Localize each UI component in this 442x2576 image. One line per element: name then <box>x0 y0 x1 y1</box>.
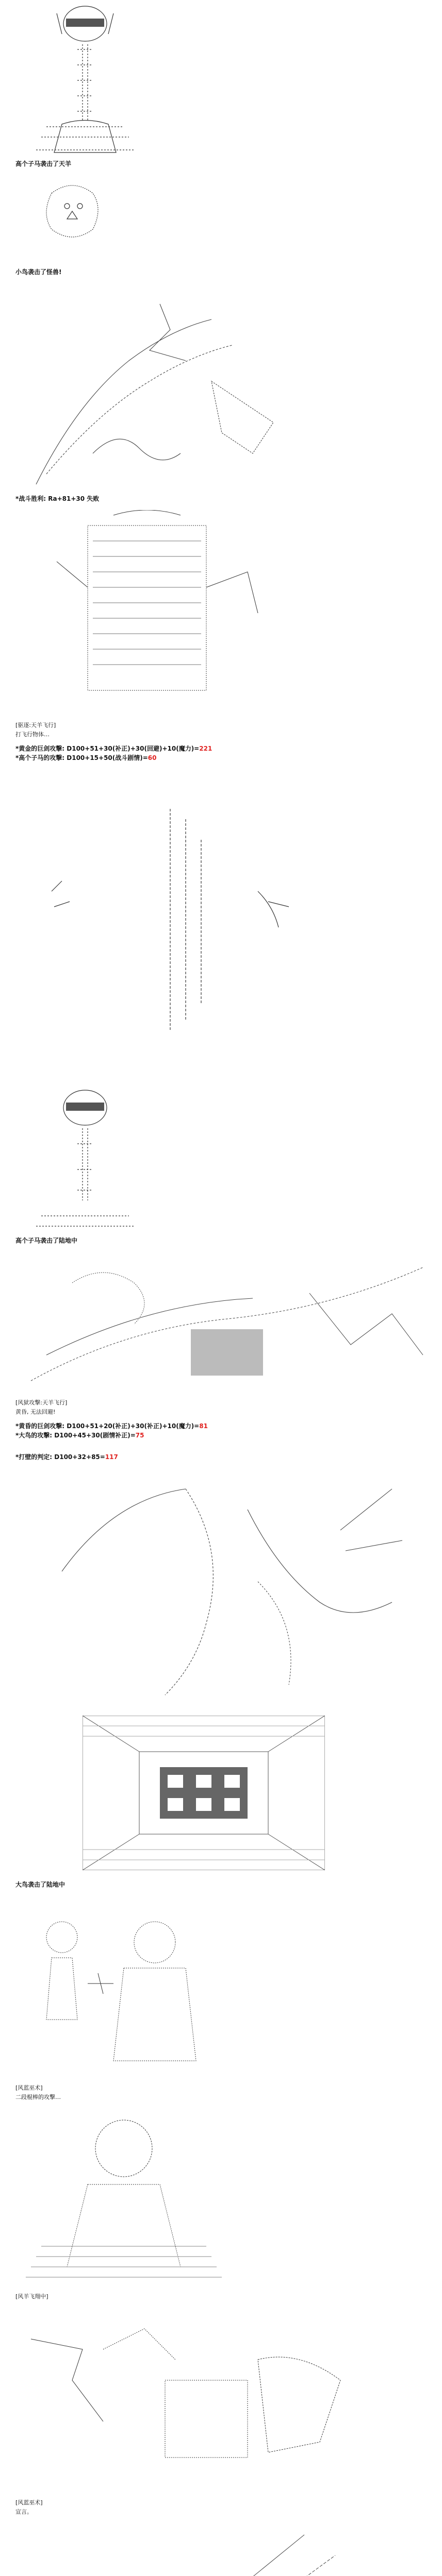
ascii-art-creatures <box>21 1906 222 2071</box>
roll-text: *大鸟的攻撃: D100+45+30(剧情补正)= <box>15 1432 136 1439</box>
roll-text: *黄金的巨剑攻撃: D100+51+30(补正)+30(回避)+10(魔力)= <box>15 745 200 752</box>
label-line: 宣言。 <box>15 2509 32 2515</box>
caption-line: 大鸟袭击了陆地中 <box>15 1881 66 1888</box>
caption-line: *战斗胜利: Ra+81+30 失败 <box>15 495 100 502</box>
ascii-art-action <box>21 2318 351 2473</box>
roll-value: 75 <box>135 1432 144 1439</box>
label-line: [风蓝巫术] <box>15 2084 43 2091</box>
roll-line <box>15 1422 208 1430</box>
ascii-art-figure-1 <box>26 3 144 158</box>
label-line: [风羊飞翔中] <box>15 2293 48 2300</box>
caption-line: 小鸟袭击了怪兽! <box>15 268 62 276</box>
roll-line <box>15 744 212 753</box>
roll-value: 60 <box>148 754 157 761</box>
ascii-art-speedlines <box>15 2524 428 2576</box>
ascii-art-sfx <box>31 788 320 1036</box>
roll-text: *黄昏的巨剑攻撃: D100+51+20(补正)+30(补正)+10(魔力)= <box>15 1422 200 1430</box>
label-line: [风蓝巫术] <box>15 2499 43 2506</box>
ascii-art-battle <box>21 1252 433 1391</box>
roll-line <box>15 1431 144 1439</box>
label-line: [驱逐:天羊飞行] <box>15 722 56 728</box>
roll-value: 221 <box>199 745 212 752</box>
ascii-art-sweep <box>15 299 284 489</box>
roll-text: *打壁的判定: D100+32+85= <box>15 1453 105 1461</box>
roll-value: 117 <box>105 1453 118 1461</box>
label-line: [风狱攻撃:天羊飞行] <box>15 1399 68 1406</box>
roll-text: *高个子马的攻撃: D100+15+50(战斗剧情)= <box>15 754 148 761</box>
label-line: 打飞行物体… <box>15 731 50 738</box>
roll-line <box>15 1453 118 1461</box>
ascii-art-room <box>83 1716 325 1870</box>
label-line: 黄昏, 无法回避! <box>15 1409 56 1415</box>
caption-line: 高个子马袭击了陆地中 <box>15 1237 78 1244</box>
ascii-art-bird <box>36 178 108 250</box>
ascii-art-seated <box>26 2112 222 2282</box>
ascii-art-branches <box>31 1468 423 1700</box>
ascii-art-figure-2 <box>26 1087 144 1231</box>
roll-value: 81 <box>199 1422 208 1430</box>
caption-line: 高个子马袭击了天羊 <box>15 160 72 167</box>
roll-line <box>15 754 157 762</box>
label-line: 二段棍棒的攻撃… <box>15 2094 61 2100</box>
ascii-art-armored <box>31 510 263 711</box>
